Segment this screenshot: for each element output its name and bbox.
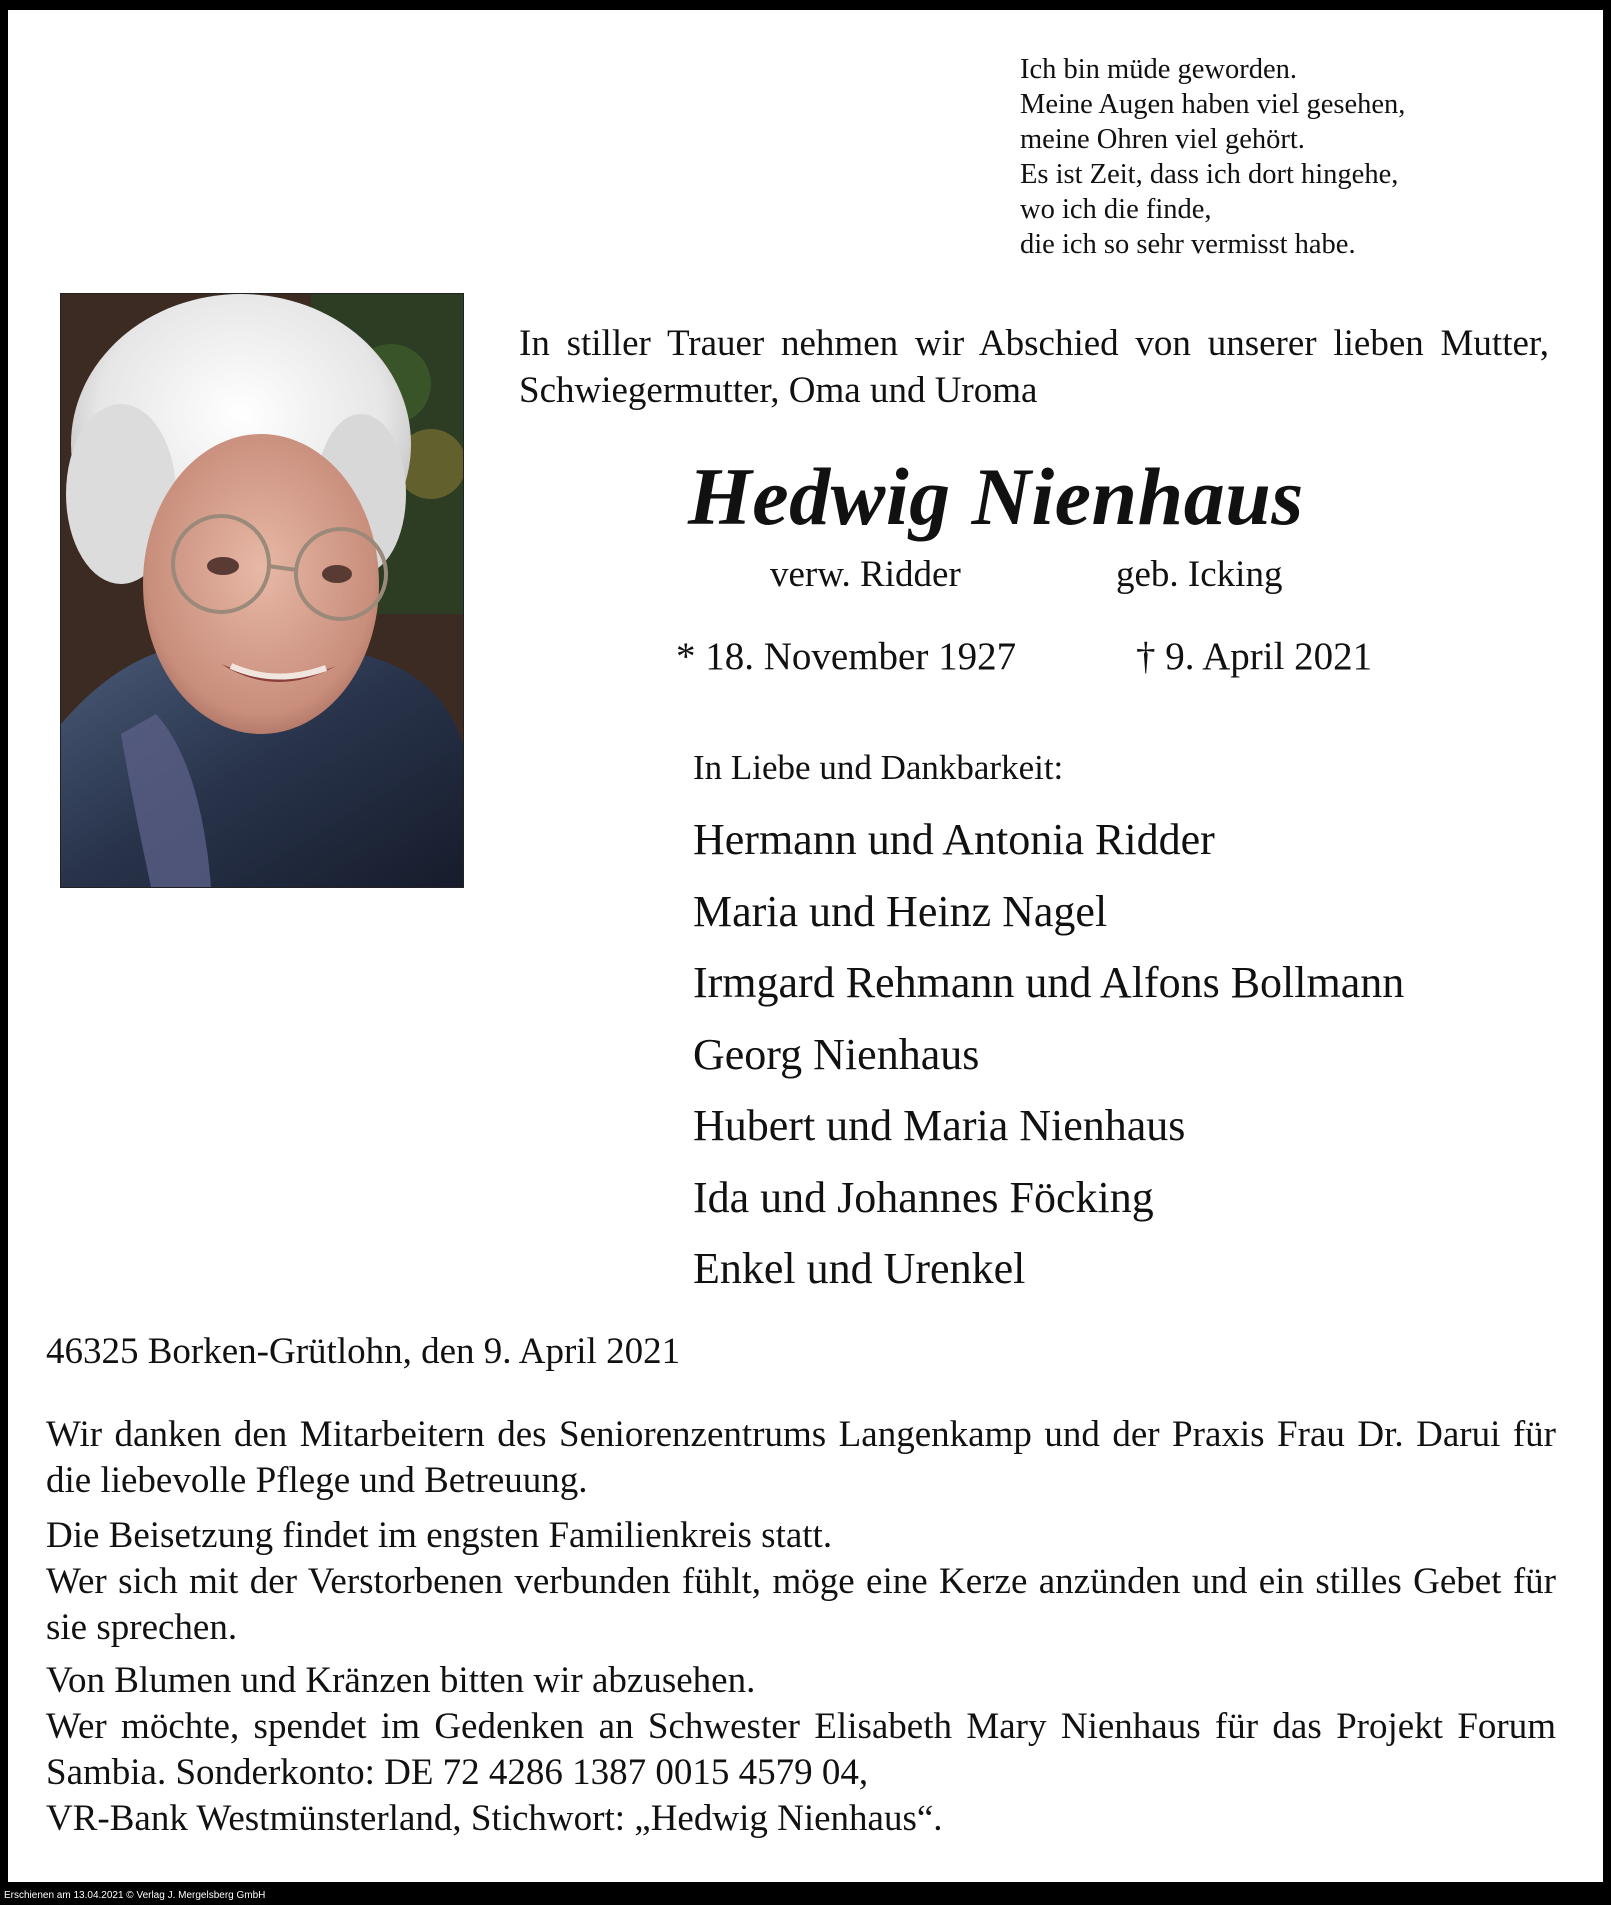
- intro-text: In stiller Trauer nehmen wir Abschied von unserer lieben Mutter, Schwiegermutter, Oma und Uroma: [519, 323, 1549, 411]
- donation-text: Wer möchte, spendet im Gedenken an Schwester Elisabeth Mary Nienhaus für das Projekt Forum Sambia. Sonderkonto: DE 72 4286 1387 0015 4579 04,: [46, 1706, 1556, 1793]
- mourner: Irmgard Rehmann und Alfons Bollmann: [693, 958, 1405, 1007]
- bank-text: VR-Bank Westmünsterland, Stichwort: „Hedwig Nienhaus“.: [46, 1798, 943, 1839]
- poem-line: Es ist Zeit, dass ich dort hingehe,: [1020, 159, 1399, 190]
- poem-line: die ich so sehr vermisst habe.: [1020, 229, 1356, 260]
- birth-name: geb. Icking: [1116, 554, 1283, 595]
- mourners-list: [693, 804, 1404, 1305]
- burial-text: Die Beisetzung findet im engsten Familienkreis statt.: [46, 1515, 833, 1556]
- thanks-paragraph: [46, 1412, 1556, 1504]
- mourner: Maria und Heinz Nagel: [693, 886, 1108, 936]
- flowers-text: Von Blumen und Kränzen bitten wir abzusehen.: [46, 1660, 756, 1701]
- poem-line: meine Ohren viel gehört.: [1020, 124, 1305, 155]
- portrait-photo: [60, 293, 464, 888]
- poem-line: wo ich die finde,: [1020, 194, 1212, 225]
- poem-line: Meine Augen haben viel gesehen,: [1020, 89, 1406, 120]
- donation-paragraph: [46, 1658, 1556, 1842]
- place-date: 46325 Borken-Grütlohn, den 9. April 2021: [46, 1331, 681, 1372]
- portrait-illustration: [61, 294, 463, 887]
- birth-date: * 18. November 1927: [676, 635, 1017, 678]
- death-date: † 9. April 2021: [1136, 635, 1373, 678]
- poem: [1020, 52, 1580, 262]
- mourner: Hubert und Maria Nienhaus: [693, 1101, 1186, 1150]
- thanks-text: Wir danken den Mitarbeitern des Seniorenzentrums Langenkamp und der Praxis Frau Dr. Darui für die liebevolle Pflege und Betreuung.: [46, 1414, 1556, 1501]
- obituary-page: [8, 10, 1603, 1882]
- deceased-name: Hedwig Nienhaus: [688, 451, 1304, 542]
- candle-text: Wer sich mit der Verstorbenen verbunden fühlt, möge eine Kerze anzünden und ein stilles Gebet für sie sprechen.: [46, 1561, 1556, 1648]
- widowed-name: verw. Ridder: [770, 554, 961, 595]
- burial-paragraph: [46, 1513, 1556, 1651]
- publication-footer: Erschienen am 13.04.2021 © Verlag J. Mergelsberg GmbH: [4, 1890, 266, 1901]
- mourner: Ida und Johannes Föcking: [693, 1172, 1154, 1222]
- poem-line: Ich bin müde geworden.: [1020, 54, 1297, 85]
- mourner: Georg Nienhaus: [693, 1029, 980, 1079]
- mourner: Enkel und Urenkel: [693, 1244, 1026, 1293]
- mourner: Hermann und Antonia Ridder: [693, 815, 1215, 864]
- thanks-intro: In Liebe und Dankbarkeit:: [693, 748, 1064, 787]
